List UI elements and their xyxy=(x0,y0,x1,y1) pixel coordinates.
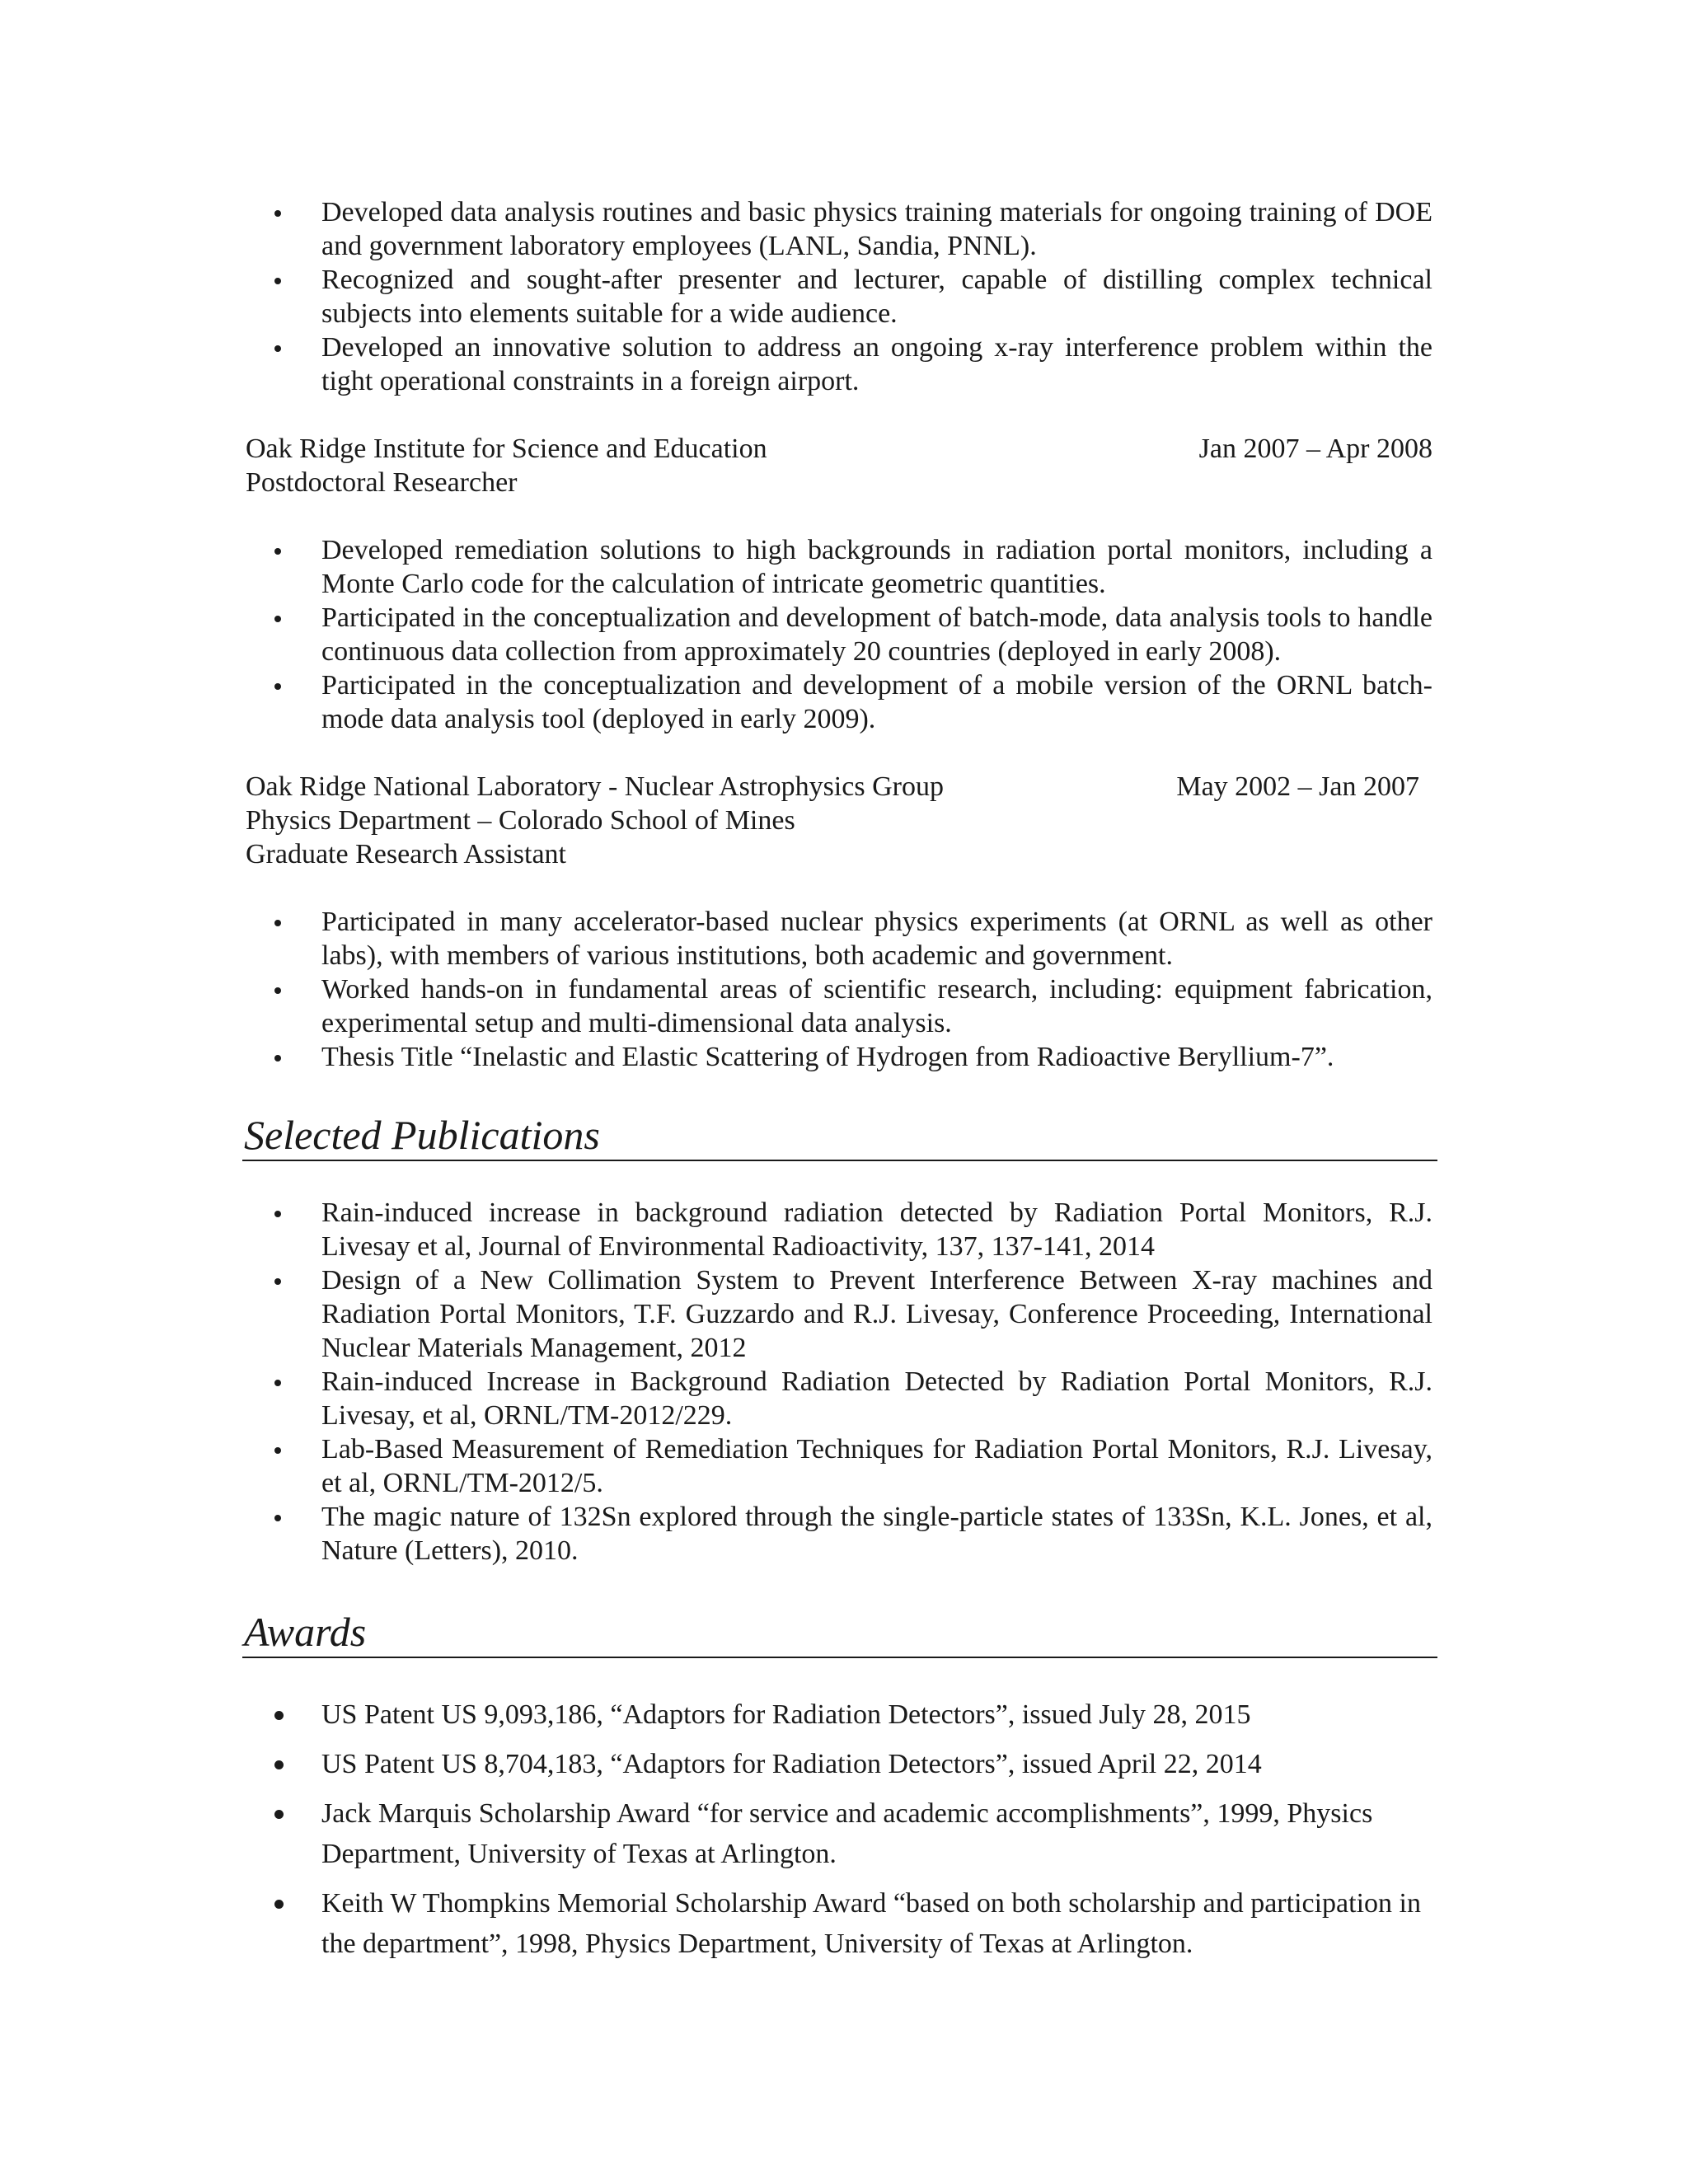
section-heading: Awards xyxy=(244,1609,367,1655)
list-item: US Patent US 8,704,183, “Adaptors for Radiation Detectors”, issued April 22, 2014 xyxy=(246,1744,1432,1784)
list-item: Rain-induced Increase in Background Radiation Detected by Radiation Portal Monitors, R.J. Livesay, et al, ORNL/TM-2012/229. xyxy=(246,1365,1432,1432)
section-heading: Selected Publications xyxy=(244,1112,600,1158)
list-item: Lab-Based Measurement of Remediation Techniques for Radiation Portal Monitors, R.J. Livesay, et al, ORNL/TM-2012/5. xyxy=(246,1432,1432,1500)
intro-bullet-list xyxy=(246,195,1432,398)
list-item: Keith W Thompkins Memorial Scholarship Award “based on both scholarship and participation in the department”, 1998, Physics Department, University of Texas at Arlington. xyxy=(246,1883,1432,1964)
list-item: Rain-induced increase in background radiation detected by Radiation Portal Monitors, R.J. Livesay et al, Journal of Environmental Radioactivity, 137, 137-141, 2014 xyxy=(246,1196,1432,1263)
section-rule xyxy=(242,1110,1437,1161)
job-header xyxy=(246,432,1432,466)
list-item: Thesis Title “Inelastic and Elastic Scattering of Hydrogen from Radioactive Beryllium-7”. xyxy=(246,1040,1432,1074)
job-dates: Jan 2007 – Apr 2008 xyxy=(1198,434,1432,464)
section-rule xyxy=(242,1607,1437,1658)
job-header xyxy=(246,770,1432,804)
list-item: Jack Marquis Scholarship Award “for service and academic accomplishments”, 1999, Physics Department, University of Texas at Arlington. xyxy=(246,1793,1432,1874)
list-item: Participated in many accelerator-based nuclear physics experiments (at ORNL as well as other labs), with members of various institutions, both academic and government. xyxy=(246,905,1432,972)
job-organization: Oak Ridge National Laboratory - Nuclear Astrophysics Group xyxy=(246,771,944,802)
list-item: Developed remediation solutions to high backgrounds in radiation portal monitors, including a Monte Carlo code for the calculation of intricate geometric quantities. xyxy=(246,533,1432,601)
list-item: Participated in the conceptualization and development of batch-mode, data analysis tools to handle continuous data collection from approximately 20 countries (deployed in early 2008). xyxy=(246,601,1432,668)
list-item: Recognized and sought-after presenter and lecturer, capable of distilling complex technical subjects into elements suitable for a wide audience. xyxy=(246,263,1432,330)
list-item: Participated in the conceptualization and development of a mobile version of the ORNL batch-mode data analysis tool (deployed in early 2009). xyxy=(246,668,1432,736)
awards-section xyxy=(246,1607,1432,1964)
list-item: US Patent US 9,093,186, “Adaptors for Radiation Detectors”, issued July 28, 2015 xyxy=(246,1694,1432,1735)
job-bullet-list xyxy=(246,905,1432,1074)
awards-list xyxy=(246,1694,1432,1964)
publication-list xyxy=(246,1196,1432,1568)
resume-content xyxy=(246,195,1432,1973)
job-organization: Oak Ridge Institute for Science and Education xyxy=(246,434,767,464)
publications-section xyxy=(246,1110,1432,1568)
list-item: Developed data analysis routines and basic physics training materials for ongoing training of DOE and government laboratory employees (LANL, Sandia, PNNL). xyxy=(246,195,1432,263)
job-entry-ornl xyxy=(246,770,1432,1074)
job-dates: May 2002 – Jan 2007 xyxy=(1176,771,1419,802)
job-department: Physics Department – Colorado School of Mines xyxy=(246,805,795,836)
job-title: Graduate Research Assistant xyxy=(246,839,566,869)
job-title: Postdoctoral Researcher xyxy=(246,467,518,498)
job-bullet-list xyxy=(246,533,1432,736)
list-item: Design of a New Collimation System to Prevent Interference Between X-ray machines and Radiation Portal Monitors, T.F. Guzzardo and R.J. Livesay, Conference Proceeding, International Nuclear Materials Management, 2012 xyxy=(246,1263,1432,1365)
job-entry-orise xyxy=(246,432,1432,736)
list-item: Developed an innovative solution to address an ongoing x-ray interference problem within the tight operational constraints in a foreign airport. xyxy=(246,330,1432,398)
list-item: Worked hands-on in fundamental areas of scientific research, including: equipment fabrication, experimental setup and multi-dimensional data analysis. xyxy=(246,972,1432,1040)
list-item: The magic nature of 132Sn explored through the single-particle states of 133Sn, K.L. Jones, et al, Nature (Letters), 2010. xyxy=(246,1500,1432,1568)
